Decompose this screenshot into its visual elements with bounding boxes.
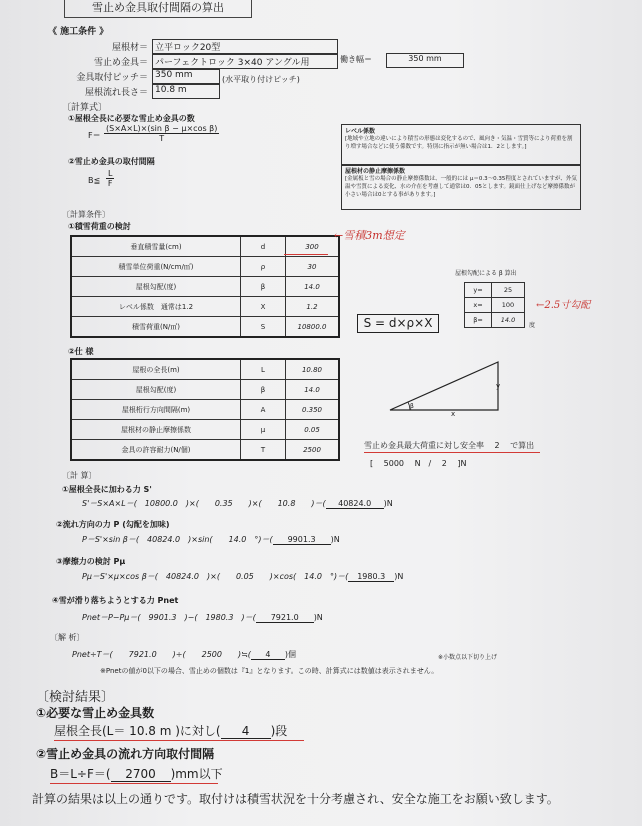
table-cell-value: 100	[492, 298, 525, 313]
spec-table	[70, 358, 340, 461]
beta-heading: 屋根勾配による β 算出	[455, 270, 517, 277]
result2-value: 2700	[111, 767, 171, 782]
table-cell-value: 14.0	[286, 277, 340, 297]
formula1-denominator: T	[159, 134, 165, 143]
table-row	[71, 297, 339, 317]
calc2-title: ②流れ方向の力 P (勾配を加味)	[56, 520, 170, 529]
table-row	[71, 277, 339, 297]
calc2-expression	[82, 534, 340, 545]
formula2-lhs: B≦	[88, 176, 101, 185]
table-cell-label: 積雪単位荷重(N/cm/㎡)	[71, 257, 241, 277]
safety-factor-text: 雪止め金具最大荷重に対し安全率 2 で算出	[364, 441, 535, 450]
table-row	[71, 317, 339, 338]
analysis-expression	[72, 649, 296, 660]
table-cell-label: 屋根材の静止摩擦係数	[71, 420, 241, 440]
table-cell-symbol: μ	[241, 420, 286, 440]
calc2-result: 9901.3	[273, 535, 331, 545]
table-cell-label: y=	[465, 283, 492, 298]
snow-load-formula-box: S = d×ρ×X	[357, 314, 439, 333]
calc4-result: 7921.0	[256, 613, 314, 623]
table-cell-value: 10.80	[286, 359, 340, 380]
table-cell-label: 屋根の全長(m)	[71, 359, 241, 380]
calc1-unit: )N	[383, 499, 393, 508]
friction-title: 屋根材の静止摩擦係数	[345, 168, 406, 175]
width-value: 350 mm	[386, 53, 464, 68]
formula2-title: ②雪止め金具の取付間隔	[68, 157, 155, 166]
handwritten-underline	[284, 254, 328, 255]
table-cell-symbol: A	[241, 400, 286, 420]
calc4-expr-text: Pnet＝P−Pμ＝( 9901.3 )−( 1980.3 )＝(	[82, 613, 256, 622]
level-factor-text: [地域や立地の違いにより積雪の形態は変化するので、風向き・気温・雪質等により荷重を割り増す場合などに使う係数です。特別に指示が無い場合は1．2とします。]	[345, 136, 573, 150]
level-factor-title: レベル係数	[345, 128, 376, 135]
table-cell-value: 300	[286, 236, 340, 257]
triangle-label-y: y	[496, 382, 501, 390]
handwritten-underline	[50, 783, 218, 784]
calc1-result: 40824.0	[326, 499, 384, 509]
table-cell-symbol: β	[241, 277, 286, 297]
friction-note	[341, 164, 581, 210]
table-row	[71, 359, 339, 380]
table-row	[465, 298, 525, 313]
fitting-value: パーフェクトロック 3×40 アングル用	[152, 54, 338, 69]
pitch-value: 350 mm	[152, 69, 220, 84]
handwritten-note-slope: ←2.5寸勾配	[536, 300, 591, 311]
analysis-unit: )個	[284, 650, 297, 659]
result2-line	[50, 765, 223, 782]
beta-table	[464, 282, 525, 328]
safety-factor-calc: [ 5000 N / 2 ]N	[370, 459, 467, 468]
calc2-unit: )N	[330, 535, 340, 544]
table-cell-label: x=	[465, 298, 492, 313]
table-cell-value: 1.2	[286, 297, 340, 317]
table-row	[465, 313, 525, 328]
table-cell-label: 金具の許容耐力(N/個)	[71, 440, 241, 461]
result1-text: 屋根全長(L＝ 10.8 m )に対し(	[54, 724, 221, 738]
table-row	[71, 257, 339, 277]
triangle-label-beta: β	[410, 403, 414, 410]
handwritten-underline	[364, 452, 540, 453]
table-cell-symbol: X	[241, 297, 286, 317]
calc3-unit: )N	[394, 572, 404, 581]
beta-unit: 度	[529, 322, 536, 329]
calc-conditions-heading: 〔計算条件〕	[62, 210, 110, 219]
calc3-result: 1980.3	[348, 572, 394, 582]
table-row	[71, 400, 339, 420]
table-cell-label: 屋根勾配(度)	[71, 380, 241, 400]
table-cell-symbol: S	[241, 317, 286, 338]
table-row	[71, 380, 339, 400]
pitch-note: (水平取り付けピッチ)	[222, 75, 300, 84]
table-cell-value: 0.05	[286, 420, 340, 440]
roof-label: 屋根材＝	[111, 43, 148, 53]
calc1-title: ①屋根全長に加わる力 S'	[62, 485, 152, 494]
formulas-heading: 〔計算式〕	[62, 103, 108, 113]
roof-value: 立平ロック20型	[152, 39, 338, 54]
table-cell-symbol: T	[241, 440, 286, 461]
analysis-round-note: ※小数点以下切り上げ	[438, 654, 498, 661]
friction-text: [金属板と雪の場合の静止摩擦係数は、一般的には μ＝0.3〜0.35程度とされていますが、外気温や雪質による変化、水の介在を考慮して通常は0．05とします。鏡面仕上げなど摩擦係数が小さい場合は0とする事があります。]	[345, 176, 577, 198]
slope-triangle-diagram	[386, 356, 510, 420]
result2-unit: )mm以下	[170, 767, 223, 781]
level-factor-note	[341, 124, 581, 166]
document-title: 雪止め金具取付間隔の算出	[64, 0, 252, 18]
table-cell-label: レベル係数 通常は1.2	[71, 297, 241, 317]
table-cell-value: 14.0	[492, 313, 525, 328]
table-cell-label: 垂直積雪量(cm)	[71, 236, 241, 257]
conditions-heading: 《 施工条件 》	[48, 27, 109, 37]
table-cell-value: 0.350	[286, 400, 340, 420]
calc-heading: 〔計 算〕	[62, 471, 97, 480]
closing-statement: 計算の結果は以上の通りです。取付けは積雪状況を十分考慮され、安全な施工をお願い致します。	[32, 792, 559, 806]
table-cell-value: 14.0	[286, 380, 340, 400]
calc1-expr-text: S'＝S×A×L＝( 10800.0 )×( 0.35 )×( 10.8 )＝(	[82, 499, 326, 508]
table-cell-symbol: d	[241, 236, 286, 257]
length-value: 10.8 m	[152, 84, 220, 99]
analysis-expr-text: Pnet÷T＝( 7921.0 )÷( 2500 )≒(	[72, 650, 251, 659]
result2-title: ②雪止め金具の流れ方向取付間隔	[36, 747, 215, 761]
table-cell-symbol: ρ	[241, 257, 286, 277]
table-cell-symbol: L	[241, 359, 286, 380]
table-row	[71, 440, 339, 461]
formula1-numerator: (S×A×L)×(sin β − μ×cos β)	[106, 124, 218, 133]
result1-unit: )段	[270, 724, 288, 738]
analysis-heading: 〔解 析〕	[50, 633, 85, 642]
calc1-expression	[82, 498, 393, 509]
pitch-label: 金具取付ピッチ＝	[76, 73, 148, 83]
table-cell-label: 屋根桁行方向間隔(m)	[71, 400, 241, 420]
length-label: 屋根流れ長さ＝	[84, 88, 148, 98]
table-cell-symbol: β	[241, 380, 286, 400]
result1-line	[54, 722, 287, 739]
table-row	[71, 420, 339, 440]
formula1	[104, 124, 219, 143]
result1-value: 4	[221, 724, 271, 739]
handwritten-underline	[54, 740, 304, 741]
formula2	[106, 169, 114, 188]
spec-heading: ②仕 様	[68, 347, 94, 356]
formula1-title: ①屋根全長に必要な雪止め金具の数	[68, 114, 195, 123]
width-label: 働き幅＝	[340, 55, 372, 64]
analysis-result: 4	[251, 650, 285, 660]
fitting-label: 雪止め金具＝	[93, 58, 148, 68]
table-cell-value: 10800.0	[286, 317, 340, 338]
table-cell-value: 25	[492, 283, 525, 298]
table-cell-value: 30	[286, 257, 340, 277]
calc4-title: ④雪が滑り落ちようとする力 Pnet	[52, 596, 179, 605]
triangle-label-x: x	[451, 410, 456, 418]
formula1-lhs: F＝	[88, 131, 101, 140]
calc2-expr-text: P＝S'×sin β＝( 40824.0 )×sin( 14.0 °)＝(	[82, 535, 273, 544]
formula2-denominator: F	[107, 179, 113, 188]
table-row	[465, 283, 525, 298]
calc3-expression	[82, 571, 403, 582]
snow-load-table	[70, 235, 340, 338]
table-cell-label: 屋根勾配(度)	[71, 277, 241, 297]
result1-title: ①必要な雪止め金具数	[36, 706, 155, 720]
calc3-expr-text: Pμ＝S'×μ×cos β＝( 40824.0 )×( 0.05 )×cos( 14.0 °)＝(	[82, 572, 349, 581]
result2-text: B＝L÷F＝(	[50, 767, 111, 781]
table-cell-value: 2500	[286, 440, 340, 461]
table-cell-label: β=	[465, 313, 492, 328]
calc4-unit: )N	[313, 613, 323, 622]
handwritten-note-snow-depth: ←雪積3m想定	[334, 229, 405, 242]
formula2-numerator: L	[108, 169, 113, 178]
calc3-title: ③摩擦力の検討 Pμ	[56, 557, 126, 566]
table-cell-label: 積雪荷重(N/㎡)	[71, 317, 241, 338]
load-heading: ①積雪荷重の検討	[68, 222, 131, 231]
analysis-note: ※Pnetの値が0以下の場合、雪止めの個数は『1』となります。この時、計算式には数値は表示されません。	[100, 667, 439, 675]
calc4-expression	[82, 612, 323, 623]
result-heading: 〔検討結果〕	[36, 690, 115, 705]
